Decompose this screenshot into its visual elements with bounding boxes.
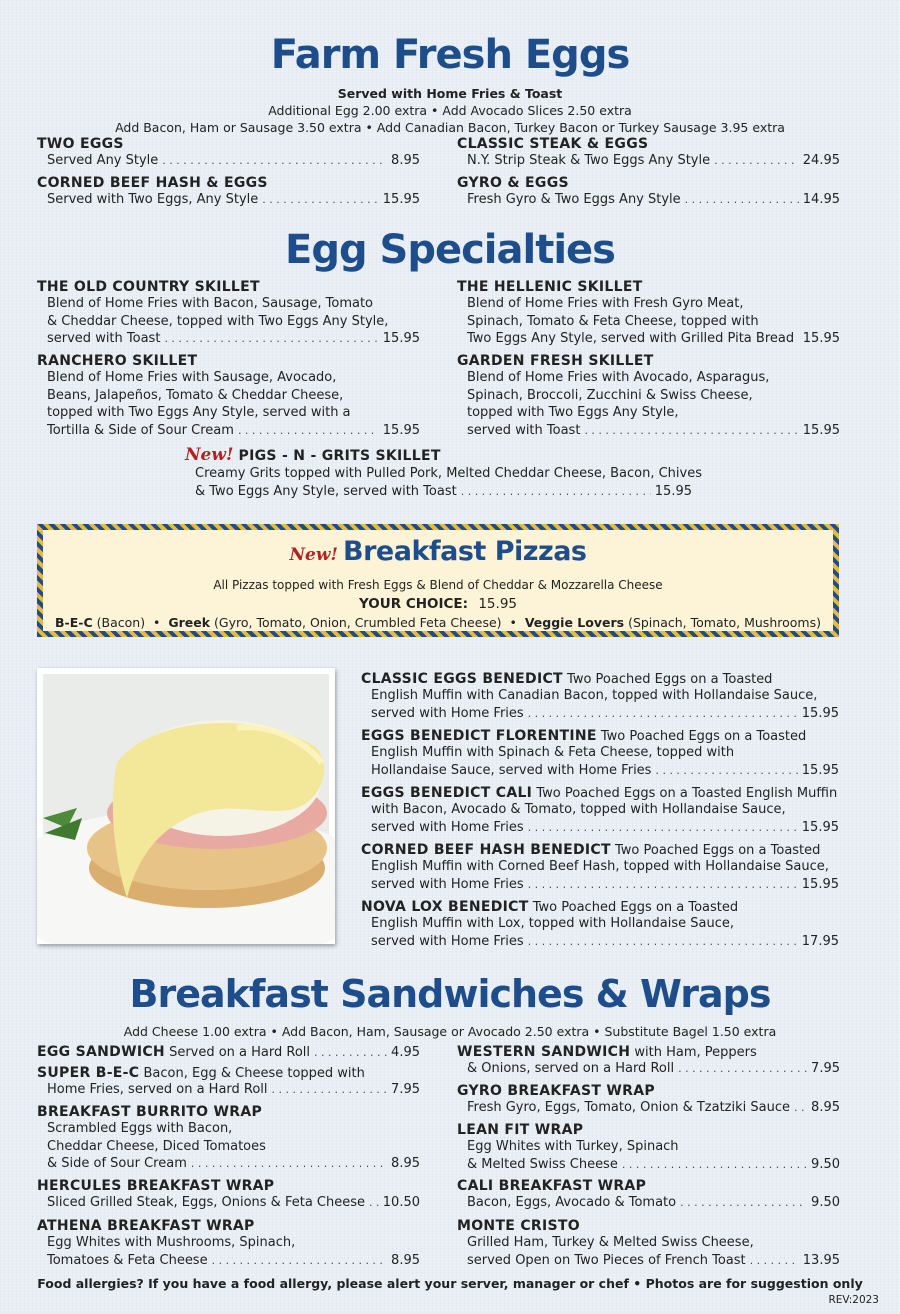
item-title: EGG SANDWICH: [37, 1044, 165, 1060]
sandwiches-extras: Add Cheese 1.00 extra • Add Bacon, Ham, Sausage or Avocado 2.50 extra • Substitute Bagel 1.50 extra: [123, 1024, 777, 1039]
menu-item: [361, 785, 839, 836]
item-desc: Two Poached Eggs on a Toasted English Muffin: [536, 786, 838, 801]
item-price: 15.95: [382, 331, 420, 346]
allergy-note: Food allergies? If you have a food allergy, please alert your server, manager or chef • Photos are for suggestion only: [37, 1276, 863, 1291]
item-title: HERCULES BREAKFAST WRAP: [37, 1178, 275, 1194]
item-price: 17.95: [801, 933, 839, 949]
item-desc: topped with Two Eggs Any Style, served with a: [47, 405, 351, 420]
item-price: 8.95: [391, 1156, 420, 1171]
item-title: ATHENA BREAKFAST WRAP: [37, 1218, 255, 1234]
item-desc: Two Poached Eggs on a Toasted: [600, 729, 807, 744]
farm-extras-2: Add Bacon, Ham or Sausage 3.50 extra • Add Canadian Bacon, Turkey Bacon or Turkey Sausage 3.95 extra: [115, 120, 785, 135]
item-title: CORNED BEEF HASH & EGGS: [37, 175, 268, 191]
new-badge: New!: [185, 445, 234, 465]
item-desc: & Two Eggs Any Style, served with Toast: [195, 483, 457, 499]
item-desc: served Open on Two Pieces of French Toast: [467, 1252, 746, 1268]
item-title: SUPER B-E-C: [37, 1065, 140, 1081]
item-price: 15.95: [802, 331, 840, 346]
item-price: 15.95: [801, 762, 839, 778]
item-price: 13.95: [802, 1252, 840, 1268]
pizza-subtitle: All Pizzas topped with Fresh Eggs & Blend of Cheddar & Mozzarella Cheese: [213, 578, 663, 592]
item-desc: Bacon, Egg & Cheese topped with: [143, 1066, 365, 1081]
item-price: 7.95: [391, 1082, 420, 1097]
menu-item: [37, 175, 420, 209]
item-title: NOVA LOX BENEDICT: [361, 899, 529, 915]
item-desc: served with Home Fries: [371, 819, 524, 835]
item-title: CALI BREAKFAST WRAP: [457, 1178, 647, 1194]
item-desc: Two Poached Eggs on a Toasted: [567, 672, 773, 687]
farm-extras-1: Additional Egg 2.00 extra • Add Avocado Slices 2.50 extra: [268, 103, 632, 118]
option-detail: (Bacon): [96, 615, 146, 630]
item-desc: topped with Two Eggs Any Style,: [467, 405, 679, 420]
item-desc: Egg Whites with Mushrooms, Spinach,: [47, 1235, 296, 1250]
item-desc: served with Home Fries: [371, 876, 524, 892]
item-desc: Spinach, Tomato & Feta Cheese, topped with: [467, 313, 759, 329]
eggs-benedict-photo: [37, 668, 335, 944]
item-price: 10.50: [382, 1195, 420, 1210]
item-desc: Cheddar Cheese, Diced Tomatoes: [47, 1138, 266, 1154]
menu-item: [361, 728, 839, 779]
item-desc: Served with Two Eggs, Any Style: [47, 192, 259, 207]
item-desc: served with Home Fries: [371, 933, 524, 949]
item-price: 8.95: [391, 1252, 420, 1268]
item-price: 15.95: [801, 876, 839, 892]
farm-served: Served with Home Fries & Toast: [337, 86, 563, 101]
item-desc: Creamy Grits topped with Pulled Pork, Melted Cheddar Cheese, Bacon, Chives: [195, 466, 702, 481]
item-desc: N.Y. Strip Steak & Two Eggs Any Style: [467, 153, 711, 168]
item-desc: English Muffin with Spinach & Feta Cheese, topped with: [371, 745, 735, 760]
menu-item: [457, 353, 840, 439]
item-title: WESTERN SANDWICH: [457, 1044, 631, 1060]
menu-item: [457, 1178, 840, 1212]
item-title: PIGS - N - GRITS SKILLET: [238, 448, 441, 464]
item-desc: Beans, Jalapeños, Tomato & Cheddar Cheese,: [47, 387, 344, 403]
item-title: EGGS BENEDICT FLORENTINE: [361, 728, 597, 744]
item-price: 15.95: [654, 483, 692, 499]
menu-item: [37, 1044, 420, 1060]
new-badge: New!: [289, 545, 338, 565]
item-title: CORNED BEEF HASH BENEDICT: [361, 842, 611, 858]
menu-item: [361, 899, 839, 950]
item-price: 15.95: [801, 819, 839, 835]
item-desc: Bacon, Eggs, Avocado & Tomato: [467, 1195, 677, 1210]
pizza-heading: Breakfast Pizzas: [343, 536, 587, 567]
menu-item: [361, 842, 839, 893]
menu-item: [37, 353, 420, 439]
pizza-box: [37, 524, 839, 637]
item-price: 15.95: [382, 192, 420, 207]
item-desc: Two Poached Eggs on a Toasted: [532, 900, 739, 915]
menu-item-pigs-n-grits: [185, 445, 702, 500]
option-detail: (Gyro, Tomato, Onion, Crumbled Feta Cheese): [214, 615, 502, 630]
item-title: CLASSIC STEAK & EGGS: [457, 136, 649, 152]
item-desc: Fresh Gyro & Two Eggs Any Style: [467, 192, 681, 207]
item-desc: Grilled Ham, Turkey & Melted Swiss Cheese,: [467, 1235, 754, 1250]
separator: •: [153, 615, 161, 630]
revision-label: REV:2023: [828, 1294, 879, 1306]
item-desc: Two Poached Eggs on a Toasted: [615, 843, 821, 858]
item-desc: English Muffin with Corned Beef Hash, topped with Hollandaise Sauce,: [371, 859, 829, 874]
item-price: 14.95: [802, 192, 840, 207]
item-desc: & Onions, served on a Hard Roll: [467, 1061, 675, 1076]
item-desc: Blend of Home Fries with Fresh Gyro Meat,: [467, 296, 744, 311]
item-price: 7.95: [811, 1061, 840, 1076]
item-desc: Blend of Home Fries with Bacon, Sausage, Tomato: [47, 296, 374, 311]
menu-item: [37, 279, 420, 348]
item-title: EGGS BENEDICT CALI: [361, 785, 533, 801]
specialties-heading: Egg Specialties: [285, 227, 615, 273]
item-price: 8.95: [391, 153, 420, 168]
menu-item: [457, 1083, 840, 1117]
menu-item: [457, 1218, 840, 1269]
menu-item: [457, 279, 840, 348]
eggs-benedict-illustration: [37, 668, 335, 944]
sandwiches-heading: Breakfast Sandwiches & Wraps: [129, 972, 771, 1016]
item-desc: Fresh Gyro, Eggs, Tomato, Onion & Tzatziki Sauce: [467, 1100, 790, 1115]
item-title: MONTE CRISTO: [457, 1218, 580, 1234]
item-desc: Home Fries, served on a Hard Roll: [47, 1082, 268, 1097]
separator: •: [509, 615, 517, 630]
item-desc: served with Toast: [47, 331, 161, 346]
option-name: B-E-C: [55, 615, 93, 630]
item-title: GYRO BREAKFAST WRAP: [457, 1083, 655, 1099]
item-desc: Tortilla & Side of Sour Cream: [47, 422, 234, 438]
item-title: GARDEN FRESH SKILLET: [457, 353, 654, 369]
item-title: THE HELLENIC SKILLET: [457, 279, 643, 295]
item-desc: Blend of Home Fries with Sausage, Avocado,: [47, 370, 337, 385]
item-title: RANCHERO SKILLET: [37, 353, 198, 369]
item-title: GYRO & EGGS: [457, 175, 569, 191]
item-title: CLASSIC EGGS BENEDICT: [361, 671, 563, 687]
option-name: Veggie Lovers: [524, 615, 625, 630]
menu-item: [457, 1122, 840, 1173]
item-price: 15.95: [382, 422, 420, 438]
option-name: Greek: [168, 615, 211, 630]
item-desc: English Muffin with Canadian Bacon, topped with Hollandaise Sauce,: [371, 688, 818, 703]
item-title: BREAKFAST BURRITO WRAP: [37, 1104, 263, 1120]
item-desc: & Side of Sour Cream: [47, 1156, 187, 1171]
item-desc: with Ham, Peppers: [634, 1045, 757, 1060]
farm-heading: Farm Fresh Eggs: [270, 32, 630, 78]
item-desc: Sliced Grilled Steak, Eggs, Onions & Feta Cheese: [47, 1195, 365, 1210]
item-desc: Scrambled Eggs with Bacon,: [47, 1121, 233, 1136]
item-price: 24.95: [802, 153, 840, 168]
item-desc: Hollandaise Sauce, served with Home Fries: [371, 762, 652, 778]
item-title: THE OLD COUNTRY SKILLET: [37, 279, 260, 295]
menu-item: [37, 1178, 420, 1212]
menu-item: [37, 136, 420, 170]
menu-item: [457, 1044, 840, 1078]
choice-label: YOUR CHOICE:: [358, 596, 469, 612]
pizza-options: [43, 615, 833, 630]
item-desc: Served on a Hard Roll: [169, 1045, 311, 1060]
item-desc: & Cheddar Cheese, topped with Two Eggs Any Style,: [47, 313, 389, 329]
item-desc: Blend of Home Fries with Avocado, Asparagus,: [467, 370, 770, 385]
item-price: 15.95: [801, 705, 839, 721]
menu-item: [37, 1104, 420, 1173]
item-desc: Two Eggs Any Style, served with Grilled Pita Bread: [467, 331, 795, 346]
menu-item: [457, 136, 840, 170]
menu-item: [37, 1065, 420, 1099]
item-title: TWO EGGS: [37, 136, 124, 152]
menu-item: [37, 1218, 420, 1269]
item-desc: English Muffin with Lox, topped with Hollandaise Sauce,: [371, 916, 734, 931]
item-desc: with Bacon, Avocado & Tomato, topped with Hollandaise Sauce,: [371, 802, 786, 817]
choice-price: 15.95: [478, 596, 517, 612]
item-price: 4.95: [391, 1045, 420, 1060]
item-desc: Egg Whites with Turkey, Spinach: [467, 1139, 679, 1154]
menu-item: [361, 671, 839, 722]
item-price: 15.95: [802, 422, 840, 438]
item-price: 9.50: [811, 1156, 840, 1172]
item-desc: served with Toast: [467, 422, 581, 438]
item-title: LEAN FIT WRAP: [457, 1122, 584, 1138]
item-price: 8.95: [811, 1100, 840, 1115]
item-desc: & Melted Swiss Cheese: [467, 1156, 618, 1172]
item-desc: Served Any Style: [47, 153, 159, 168]
item-price: 9.50: [811, 1195, 840, 1210]
item-desc: Tomatoes & Feta Cheese: [47, 1252, 208, 1268]
menu-item: [457, 175, 840, 209]
item-desc: Spinach, Broccoli, Zucchini & Swiss Cheese,: [467, 387, 753, 403]
option-detail: (Spinach, Tomato, Mushrooms): [628, 615, 821, 630]
item-desc: served with Home Fries: [371, 705, 524, 721]
